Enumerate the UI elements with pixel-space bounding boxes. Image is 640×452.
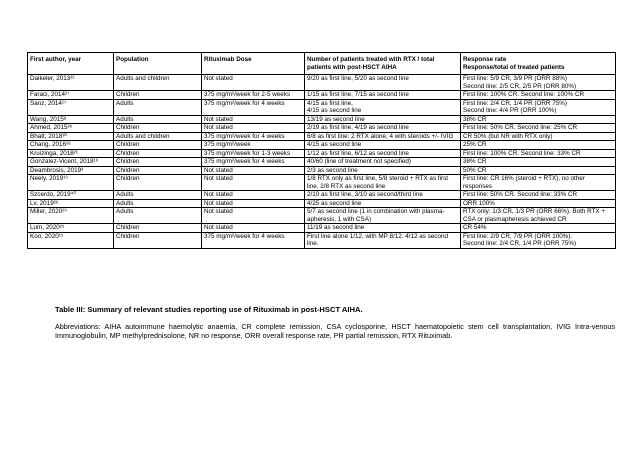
table-row — [28, 224, 616, 233]
cell-author: Gonzalez-Vicent, 2018¹⁶ — [28, 158, 114, 167]
cell-patients: 40/60 (line of treatment not specified) — [305, 158, 461, 167]
header-first-author: First author, year — [28, 53, 114, 75]
cell-author: Miller, 2020²⁹ — [28, 208, 114, 224]
cell-author: Sanz, 2014¹⁷ — [28, 99, 114, 115]
cell-patients: First line alone 1/12, with MP 8/12. 4/12 as second line. — [305, 232, 461, 248]
cell-population: Adults — [114, 208, 202, 224]
cell-author: Lum, 2020²⁵ — [28, 224, 114, 233]
cell-dose: 375 mg/m²/week for 4 weeks — [202, 99, 305, 115]
cell-patients: 2/10 as first line, 3/10 as second/third line — [305, 191, 461, 200]
cell-author: Lv, 2019²⁶ — [28, 199, 114, 208]
cell-response: RTX only: 1/3 CR, 1/3 PR (ORR 66%). Both RTX + CSA or plasmapheresis achieved CR — [461, 208, 616, 224]
cell-author: Chang, 2016²⁸ — [28, 141, 114, 150]
cell-author: Bhatt, 2018³⁰ — [28, 132, 114, 141]
table-row — [28, 208, 616, 224]
table-row — [28, 166, 616, 175]
abbreviations-note: Abbreviations: AIHA autoimmune haemolytic anaemia, CR complete remission, CSA cyclosporine, HSCT haematopoietic stem cell transplantation, IVIG Intra-venous Immunoglobulin, MP methylprednisolone, NR no response, ORR overall response rate, PR partial remission, RTX Rituximab. — [55, 322, 615, 341]
header-patients-treated: Number of patients treated with RTX / total patients with post-HSCT AIHA — [305, 53, 461, 75]
cell-dose: 375 mg/m²/week for 4 weeks — [202, 132, 305, 141]
cell-response: 50% CR — [461, 166, 616, 175]
table-row — [28, 232, 616, 248]
cell-response: 38% CR — [461, 115, 616, 124]
cell-dose: 375 mg/m²/week for 2-5 weeks — [202, 91, 305, 100]
cell-author: Deambrosis, 2019³ — [28, 166, 114, 175]
cell-patients: 9/20 as first line, 5/20 as second line — [305, 75, 461, 91]
cell-patients: 2/3 as second line — [305, 166, 461, 175]
table-body — [28, 75, 616, 249]
cell-population: Adults — [114, 115, 202, 124]
cell-patients: 1/12 as first line, 6/12 as second line — [305, 149, 461, 158]
table-row — [28, 141, 616, 150]
cell-author: Ahmed, 2015³⁶ — [28, 124, 114, 133]
table-row — [28, 75, 616, 91]
cell-patients: 4/15 as second line — [305, 141, 461, 150]
cell-response: First line: 5/9 CR, 3/9 PR (ORR 88%) Second line: 2/5 CR, 2/5 PR (ORR 80%) — [461, 75, 616, 91]
table-row — [28, 91, 616, 100]
cell-response: First line: CR 16% (steroid + RTX), no other responses — [461, 175, 616, 191]
table-row — [28, 124, 616, 133]
cell-population: Children — [114, 166, 202, 175]
table-row — [28, 199, 616, 208]
cell-response: First line: 50% CR. Second line: 25% CR — [461, 124, 616, 133]
cell-author: Faraci, 2014²⁷ — [28, 91, 114, 100]
cell-response: First line: 100% CR. Second line: 100% CR — [461, 91, 616, 100]
cell-author: Kruizinga, 2018²¹ — [28, 149, 114, 158]
cell-response: First line: 50% CR. Second line: 33% CR — [461, 191, 616, 200]
cell-patients: 4/15 as first line, 4/15 as second line — [305, 99, 461, 115]
cell-response: ORR 100% — [461, 199, 616, 208]
cell-dose: Not stated — [202, 191, 305, 200]
cell-dose: Not stated — [202, 208, 305, 224]
cell-patients: 4/25 as second line — [305, 199, 461, 208]
table-row — [28, 115, 616, 124]
table-caption: Table III: Summary of relevant studies reporting use of Rituximab in post-HSCT AIHA. — [55, 305, 363, 314]
cell-response: CR 54% — [461, 224, 616, 233]
cell-author: Wang, 2015⁸ — [28, 115, 114, 124]
cell-patients: 6/8 as first line: 2 RTX alone, 4 with steroids +/- IVIG — [305, 132, 461, 141]
cell-population: Children — [114, 149, 202, 158]
cell-population: Children — [114, 158, 202, 167]
cell-author: Szcerdo, 2019⁴⁰ — [28, 191, 114, 200]
cell-population: Adults and children — [114, 132, 202, 141]
cell-population: Children — [114, 91, 202, 100]
cell-response: First line: 2/9 CR, 7/9 PR (ORR 100%). Second line: 2/4 CR, 1/4 PR (ORR 75%) — [461, 232, 616, 248]
cell-response: 25% CR — [461, 141, 616, 150]
cell-population: Children — [114, 124, 202, 133]
cell-population: Adults — [114, 191, 202, 200]
header-population: Population — [114, 53, 202, 75]
cell-author: Neely, 2019¹⁹ — [28, 175, 114, 191]
cell-dose: 375 mg/m²/week for 1-3 weeks — [202, 149, 305, 158]
cell-population: Adults — [114, 99, 202, 115]
cell-patients: 1/8 RTX only as first line, 5/8 steroid + RTX as first line, 2/8 RTX as second line — [305, 175, 461, 191]
cell-response: First line: 100% CR. Second line: 33% CR — [461, 149, 616, 158]
cell-population: Children — [114, 141, 202, 150]
cell-population: Children — [114, 232, 202, 248]
cell-patients: 11/19 as second line — [305, 224, 461, 233]
cell-population: Children — [114, 175, 202, 191]
cell-patients: 5/7 as second line (1 in combination with plasma-apheresis, 1 with CSA) — [305, 208, 461, 224]
header-rituximab-dose: Rituximab Dose — [202, 53, 305, 75]
cell-dose: Not stated — [202, 115, 305, 124]
cell-population: Adults and children — [114, 75, 202, 91]
cell-author: Koo, 2020¹⁵ — [28, 232, 114, 248]
cell-patients: 13/19 as second line — [305, 115, 461, 124]
cell-dose: 375 mg/m²/week for 4 weeks — [202, 158, 305, 167]
table-row — [28, 132, 616, 141]
cell-patients: 1/15 as first line, 7/15 as second line — [305, 91, 461, 100]
cell-dose: 375 mg/m²/week — [202, 141, 305, 150]
cell-response: CR 50% (but NR with RTX only) — [461, 132, 616, 141]
cell-dose: Not stated — [202, 75, 305, 91]
table-row — [28, 99, 616, 115]
table-row — [28, 158, 616, 167]
cell-dose: Not stated — [202, 199, 305, 208]
cell-response: 38% CR — [461, 158, 616, 167]
cell-dose: Not stated — [202, 175, 305, 191]
cell-dose: Not stated — [202, 166, 305, 175]
table-row — [28, 149, 616, 158]
cell-response: First line: 2/4 CR, 1/4 PR (ORR 75%) Second line: 4/4 PR (ORR 100%) — [461, 99, 616, 115]
cell-dose: Not stated — [202, 224, 305, 233]
cell-dose: Not stated — [202, 124, 305, 133]
table-row — [28, 191, 616, 200]
rituximab-studies-table — [27, 52, 616, 249]
cell-population: Adults — [114, 199, 202, 208]
cell-population: Children — [114, 224, 202, 233]
cell-author: Daikeler, 2013²² — [28, 75, 114, 91]
cell-patients: 2/19 as first line, 4/19 as second line — [305, 124, 461, 133]
table-header-row — [28, 53, 616, 75]
header-response-rate: Response rate Response/total of treated patients — [461, 53, 616, 75]
table-row — [28, 175, 616, 191]
cell-dose: 375 mg/m²/week for 4 weeks — [202, 232, 305, 248]
